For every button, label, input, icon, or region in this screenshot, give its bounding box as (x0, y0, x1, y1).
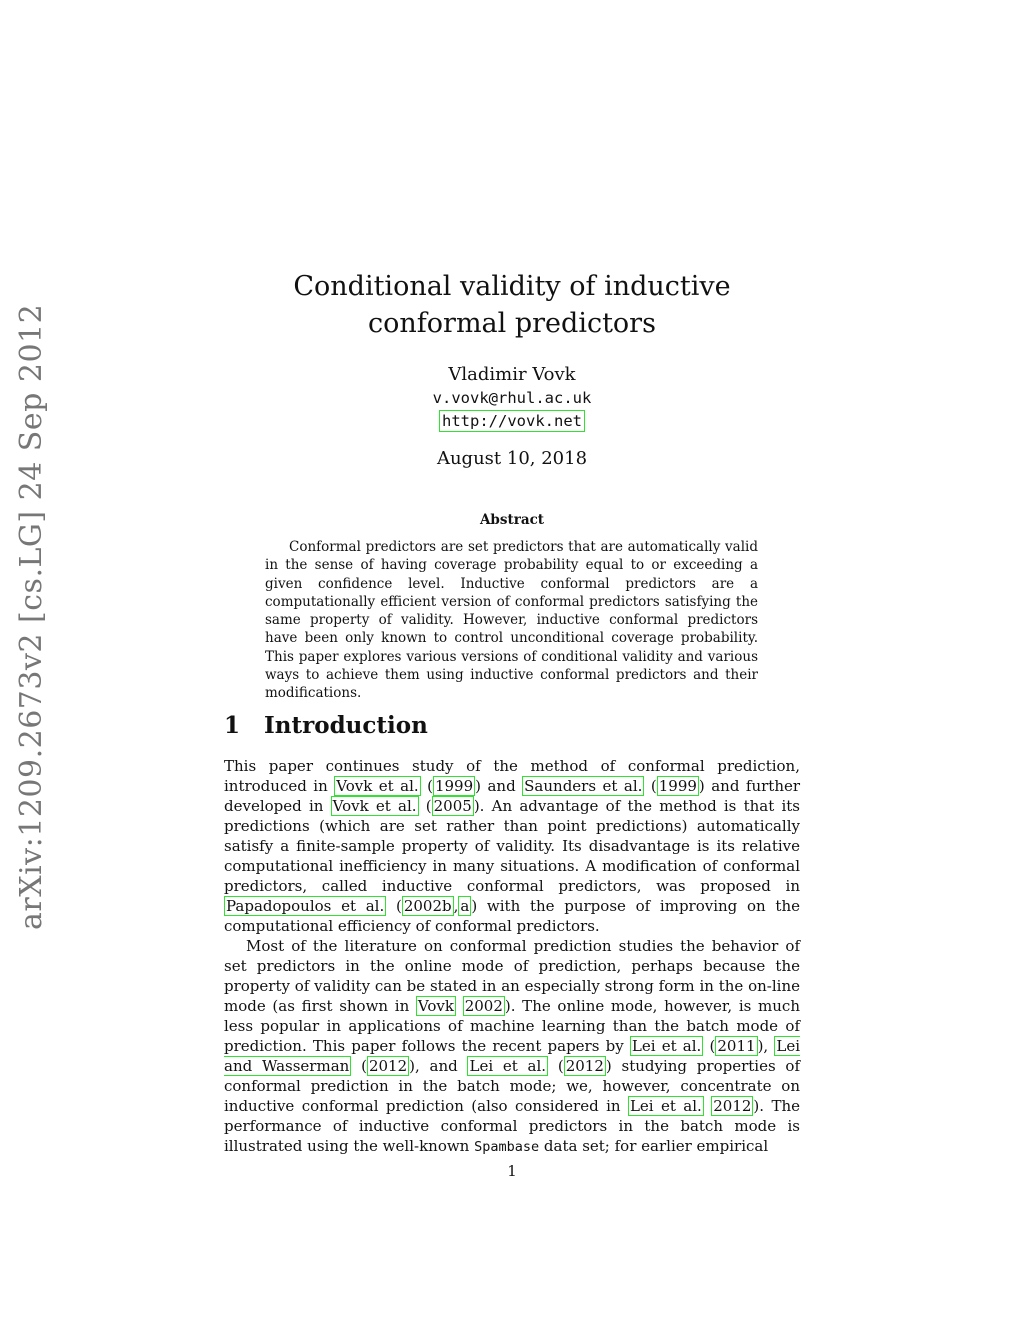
text-run: ), and (409, 1057, 468, 1075)
text-run: , (453, 897, 459, 915)
paragraph-2 (224, 936, 800, 1157)
author-block (224, 362, 800, 433)
text-run: ( (548, 1057, 564, 1075)
section-title: Introduction (264, 712, 428, 739)
text-run: ( (420, 777, 433, 795)
text-run: ), (757, 1037, 775, 1055)
citation-link[interactable]: 2002 (464, 997, 503, 1015)
citation-link[interactable]: Vovk et al. (336, 777, 419, 795)
citation-link[interactable]: 2012 (565, 1057, 604, 1075)
text-run (456, 997, 463, 1015)
author-email[interactable]: v.vovk@rhul.ac.uk (432, 389, 592, 407)
paper-title: Conditional validity of inductive conformal predictors (293, 271, 731, 339)
abstract-heading: Abstract (479, 512, 545, 528)
citation-link[interactable]: Vovk et al. (332, 797, 417, 815)
citation-link[interactable]: 2012 (713, 1097, 752, 1115)
section-number: 1 (224, 712, 241, 739)
citation-link[interactable]: 2011 (717, 1037, 756, 1055)
citation-link[interactable]: Lei et al. (631, 1037, 702, 1055)
section-heading (224, 712, 800, 739)
citation-link[interactable]: Lei et al. (629, 1097, 702, 1115)
citation-link[interactable]: Saunders et al. (524, 777, 643, 795)
dataset-name: Spambase (474, 1139, 540, 1155)
author-url-link[interactable]: http://vovk.net (439, 410, 585, 432)
abstract-body (265, 538, 758, 703)
paragraph-1 (224, 756, 800, 936)
text-run: ). The online mode, however, is much less popular in applications of machine learning than the batch mode of prediction. This paper follows the recent papers by (224, 997, 800, 1055)
citation-link[interactable]: 2002b (403, 897, 452, 915)
text-run: Most of the literature on conformal prediction studies the behavior of set predictors in the online mode of prediction, perhaps because the property of validity can be stated in an especially strong form in the on-line mode (as first shown in (224, 937, 800, 1015)
text-run: ( (644, 777, 657, 795)
text-run: ). The performance of inductive conformal predictors in the batch mode is illustrated using the well-known (224, 1097, 800, 1155)
text-run: This paper continues study of the method of conformal prediction, introduced in (224, 757, 800, 795)
text-run: ( (703, 1037, 716, 1055)
text-run: data set; for earlier empirical (539, 1137, 769, 1155)
text-run: ) and (475, 777, 523, 795)
text-run: ( (386, 897, 402, 915)
citation-link[interactable]: Papadopoulos et al. (226, 897, 385, 915)
citation-link[interactable]: a (460, 897, 470, 915)
paper-date: August 10, 2018 (436, 448, 588, 469)
citation-link[interactable]: Vovk (417, 997, 454, 1015)
citation-link[interactable]: Lei and Wasserman (224, 1037, 801, 1075)
citation-link[interactable]: Lei et al. (469, 1057, 547, 1075)
text-run: ) studying properties of conformal prediction in the batch mode; we, however, concentrate on inductive conformal prediction (also considered in (224, 1057, 800, 1115)
citation-link[interactable]: 2005 (433, 797, 472, 815)
text-run: ) with the purpose of improving on the computational efficiency of conformal predictors. (224, 897, 800, 935)
citation-link[interactable]: 2012 (368, 1057, 408, 1075)
citation-link[interactable]: 1999 (658, 777, 697, 795)
arxiv-stamp: arXiv:1209.2673v2 [cs.LG] 24 Sep 2012 (14, 303, 49, 930)
text-run: ( (351, 1057, 367, 1075)
section-body (224, 756, 800, 1157)
citation-link[interactable]: 1999 (434, 777, 474, 795)
text-run: ( (418, 797, 432, 815)
abstract-text: Conformal predictors are set predictors that are automatically valid in the sense of having coverage probability equal to or exceeding a given confidence level. Inductive conformal predictors are a computationally efficient version of conformal predictors satisfying the same property of validity. However, inductive conformal predictors have been only known to control unconditional coverage probability. This paper explores various versions of conditional validity and various ways to achieve them using inductive conformal predictors and their modifications. (265, 539, 758, 702)
author-name: Vladimir Vovk (448, 364, 576, 385)
page-number: 1 (507, 1162, 517, 1180)
text-run: ). An advantage of the method is that its predictions (which are set rather than point predictions) automatically satisfy a finite-sample property of validity. Its disadvantage is its relative computational inefficiency in many situations. A modification of conformal predictors, called inductive conformal predictors, was proposed in (224, 797, 801, 895)
text-run: ) and further developed in (224, 777, 801, 815)
